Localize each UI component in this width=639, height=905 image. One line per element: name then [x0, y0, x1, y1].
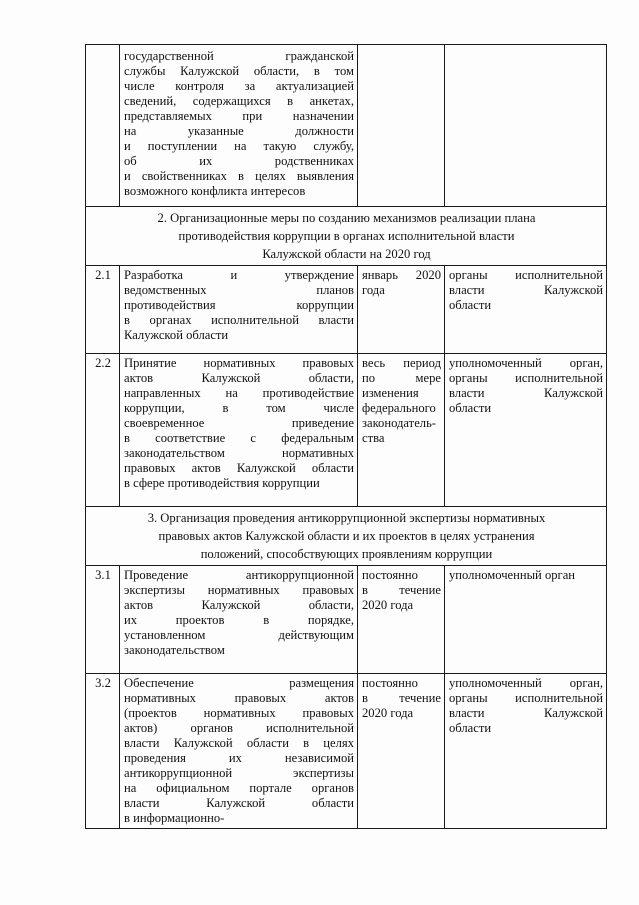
text-line: власти Калужской области — [124, 796, 354, 810]
cell-number: 2.2 — [86, 354, 120, 507]
text-line: представляемых при назначении — [124, 109, 354, 123]
cell-responsible — [445, 266, 607, 354]
cell-measure-name — [120, 354, 358, 507]
text-line: власти Калужской — [449, 706, 603, 720]
text-line: власти Калужской области в целях — [124, 736, 354, 750]
text-line: органы исполнительной — [449, 268, 603, 282]
section-3-heading — [86, 507, 607, 566]
cell-term — [358, 266, 445, 354]
cell-term — [358, 354, 445, 507]
heading-line: 3. Организация проведения антикоррупционной экспертизы нормативных — [147, 511, 546, 525]
cell-responsible — [445, 674, 607, 829]
cell-measure-name — [120, 45, 358, 207]
heading-line: 2. Организационные меры по созданию механизмов реализации плана — [157, 211, 536, 225]
text-line: государственной гражданской — [124, 49, 354, 63]
cell-number: 3.2 — [86, 674, 120, 829]
heading-line: правовых актов Калужской области и их проектов в целях устранения — [158, 529, 535, 543]
text-line: власти Калужской — [449, 283, 603, 297]
text-line: в течение — [362, 691, 441, 705]
heading-line: положений, способствующих проявлениям коррупции — [200, 547, 493, 561]
text-line: постоянно — [362, 676, 418, 690]
text-line: установленном действующим — [124, 628, 354, 642]
action-plan-table — [85, 44, 607, 829]
cell-term — [358, 674, 445, 829]
text-line: законодатель- — [362, 416, 436, 430]
text-line: (проектов нормативных правовых — [124, 706, 354, 720]
cell-responsible — [445, 45, 607, 207]
cell-number: 3.1 — [86, 566, 120, 674]
section-2-heading — [86, 207, 607, 266]
text-line: изменения — [362, 386, 419, 400]
cell-number: 2.1 — [86, 266, 120, 354]
text-line: антикоррупционной экспертизы — [124, 766, 354, 780]
text-line: нормативных правовых актов — [124, 691, 354, 705]
text-line: в органах исполнительной власти — [124, 313, 354, 327]
text-line: в сфере противодействия коррупции — [124, 476, 320, 490]
text-line: об их родственниках — [124, 154, 354, 168]
text-line: постоянно — [362, 568, 418, 582]
text-line: весь период — [362, 356, 441, 370]
text-line: экспертизы нормативных правовых — [124, 583, 354, 597]
text-line: на официальном портале органов — [124, 781, 354, 795]
text-line: Обеспечение размещения — [124, 676, 354, 690]
text-line: сведений, содержащихся в анкетах, — [124, 94, 354, 108]
text-line: актов Калужской области, — [124, 371, 354, 385]
table-row — [86, 266, 607, 354]
text-line: уполномоченный орган, — [449, 356, 603, 370]
text-line: на указанные должности — [124, 124, 354, 138]
text-line: года — [362, 283, 385, 297]
text-line: уполномоченный орган, — [449, 676, 603, 690]
text-line: Принятие нормативных правовых — [124, 356, 354, 370]
text-line: 2020 года — [362, 598, 414, 612]
text-line: службы Калужской области, в том — [124, 64, 354, 78]
text-line: правовых актов Калужской области — [124, 461, 354, 475]
text-line: области — [449, 298, 492, 312]
cell-responsible — [445, 354, 607, 507]
table-row — [86, 566, 607, 674]
table-row-continued — [86, 45, 607, 207]
text-line: их проектов в порядке, — [124, 613, 354, 627]
text-line: актов) органов исполнительной — [124, 721, 354, 735]
text-line: уполномоченный орган — [449, 568, 576, 582]
text-line: и поступлении на такую службу, — [124, 139, 354, 153]
text-line: области — [449, 401, 492, 415]
text-line: по мере — [362, 371, 441, 385]
table-row — [86, 674, 607, 829]
text-line: области — [449, 721, 492, 735]
cell-responsible — [445, 566, 607, 674]
text-line: 2020 года — [362, 706, 414, 720]
text-line: январь 2020 — [362, 268, 441, 282]
cell-measure-name — [120, 266, 358, 354]
text-line: в соответствие с федеральным — [124, 431, 354, 445]
heading-line: противодействия коррупции в органах исполнительной власти — [178, 229, 515, 243]
text-line: в течение — [362, 583, 441, 597]
section-heading-row — [86, 207, 607, 266]
text-line: ства — [362, 431, 385, 445]
text-line: направленных на противодействие — [124, 386, 354, 400]
text-line: Калужской области — [124, 328, 229, 342]
text-line: коррупции, в том числе — [124, 401, 354, 415]
text-line: числе контроля за актуализацией — [124, 79, 354, 93]
text-line: законодательством нормативных — [124, 446, 354, 460]
text-line: противодействия коррупции — [124, 298, 354, 312]
cell-term — [358, 566, 445, 674]
table-row — [86, 354, 607, 507]
text-line: возможного конфликта интересов — [124, 184, 306, 198]
measure-text — [124, 49, 354, 199]
cell-number — [86, 45, 120, 207]
text-line: законодательством — [124, 643, 225, 657]
section-heading-row — [86, 507, 607, 566]
text-line: своевременное приведение — [124, 416, 354, 430]
text-line: федерального — [362, 401, 436, 415]
cell-measure-name — [120, 566, 358, 674]
text-line: Разработка и утверждение — [124, 268, 354, 282]
text-line: и свойственниках в целях выявления — [124, 169, 354, 183]
text-line: власти Калужской — [449, 386, 603, 400]
cell-term — [358, 45, 445, 207]
cell-measure-name — [120, 674, 358, 829]
text-line: в информационно- — [124, 811, 225, 825]
text-line: органы исполнительной — [449, 691, 603, 705]
text-line: актов Калужской области, — [124, 598, 354, 612]
text-line: проведения их независимой — [124, 751, 354, 765]
text-line: ведомственных планов — [124, 283, 354, 297]
text-line: органы исполнительной — [449, 371, 603, 385]
heading-line: Калужской области на 2020 год — [262, 247, 431, 261]
text-line: Проведение антикоррупционной — [124, 568, 354, 582]
